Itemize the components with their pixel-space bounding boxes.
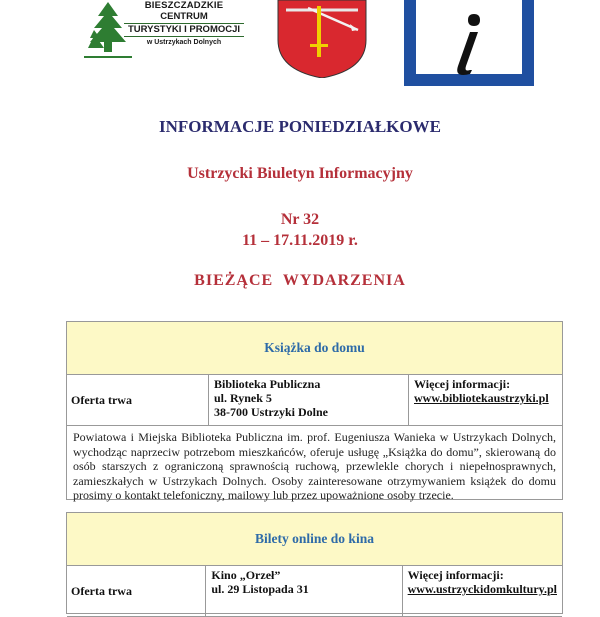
- bcti-logo: [84, 0, 244, 70]
- event-title: Książka do domu: [67, 322, 562, 375]
- information-i-icon: [404, 0, 534, 86]
- offer-label: Oferta trwa: [67, 566, 206, 616]
- bcti-line-1: BIESZCZADZKIE: [144, 0, 224, 11]
- event-title: Bilety online do kina: [67, 513, 562, 566]
- issue-block: [0, 209, 600, 251]
- more-info-link[interactable]: www.ustrzyckidomkultury.pl: [407, 582, 557, 596]
- more-info-link[interactable]: www.bibliotekaustrzyki.pl: [414, 391, 549, 405]
- coat-of-arms-icon: [276, 0, 368, 78]
- venue-line: ul. Rynek 5: [214, 391, 272, 405]
- issue-dates: 11 – 17.11.2019 r.: [242, 232, 358, 249]
- more-info-label: Więcej informacji:: [414, 377, 511, 391]
- venue-line: 38-700 Ustrzyki Dolne: [214, 405, 328, 419]
- venue-line: Kino „Orzeł”: [211, 568, 281, 582]
- venue-line: ul. 29 Listopada 31: [211, 582, 309, 596]
- event-box: [66, 512, 563, 614]
- page-subtitle: Ustrzycki Biuletyn Informacyjny: [187, 165, 413, 182]
- bcti-line-4: w Ustrzykach Dolnych: [146, 39, 222, 46]
- venue-line: Biblioteka Publiczna: [214, 377, 321, 391]
- offer-label: Oferta trwa: [67, 375, 209, 425]
- issue-number: Nr 32: [280, 211, 320, 228]
- more-info: [403, 566, 562, 616]
- section-title: BIEŻĄCE WYDARZENIA: [194, 272, 406, 289]
- venue-address: [209, 375, 409, 425]
- bcti-line-2: CENTRUM: [160, 11, 208, 22]
- event-info-row: [67, 375, 562, 426]
- more-info: [409, 375, 562, 425]
- venue-address: [206, 566, 402, 616]
- header-logos: [0, 0, 600, 92]
- event-description: Powiatowa i Miejska Biblioteka Publiczna im. prof. Eugeniusza Wanieka w Ustrzykach Dolnych, wychodząc naprzeciw potrzebom mieszkańców, oferuje usługę „Książka do domu”, skierowaną do osób starszych z ograniczoną sprawnością ruchową, przewlekle chorych i niepełnosprawnych, zamieszkałych w Ustrzykach Dolnych. Osoby zainteresowane otrzymywaniem książek do domu prosimy o kontakt telefoniczny, mailowy lub przez upoważnione osoby trzecie.: [73, 430, 556, 502]
- event-info-row: [67, 566, 562, 617]
- event-box: [66, 321, 563, 500]
- bcti-line-3: TURYSTYKI I PROMOCJI: [124, 23, 244, 37]
- page-title: INFORMACJE PONIEDZIAŁKOWE: [159, 117, 441, 136]
- more-info-label: Więcej informacji:: [407, 568, 504, 582]
